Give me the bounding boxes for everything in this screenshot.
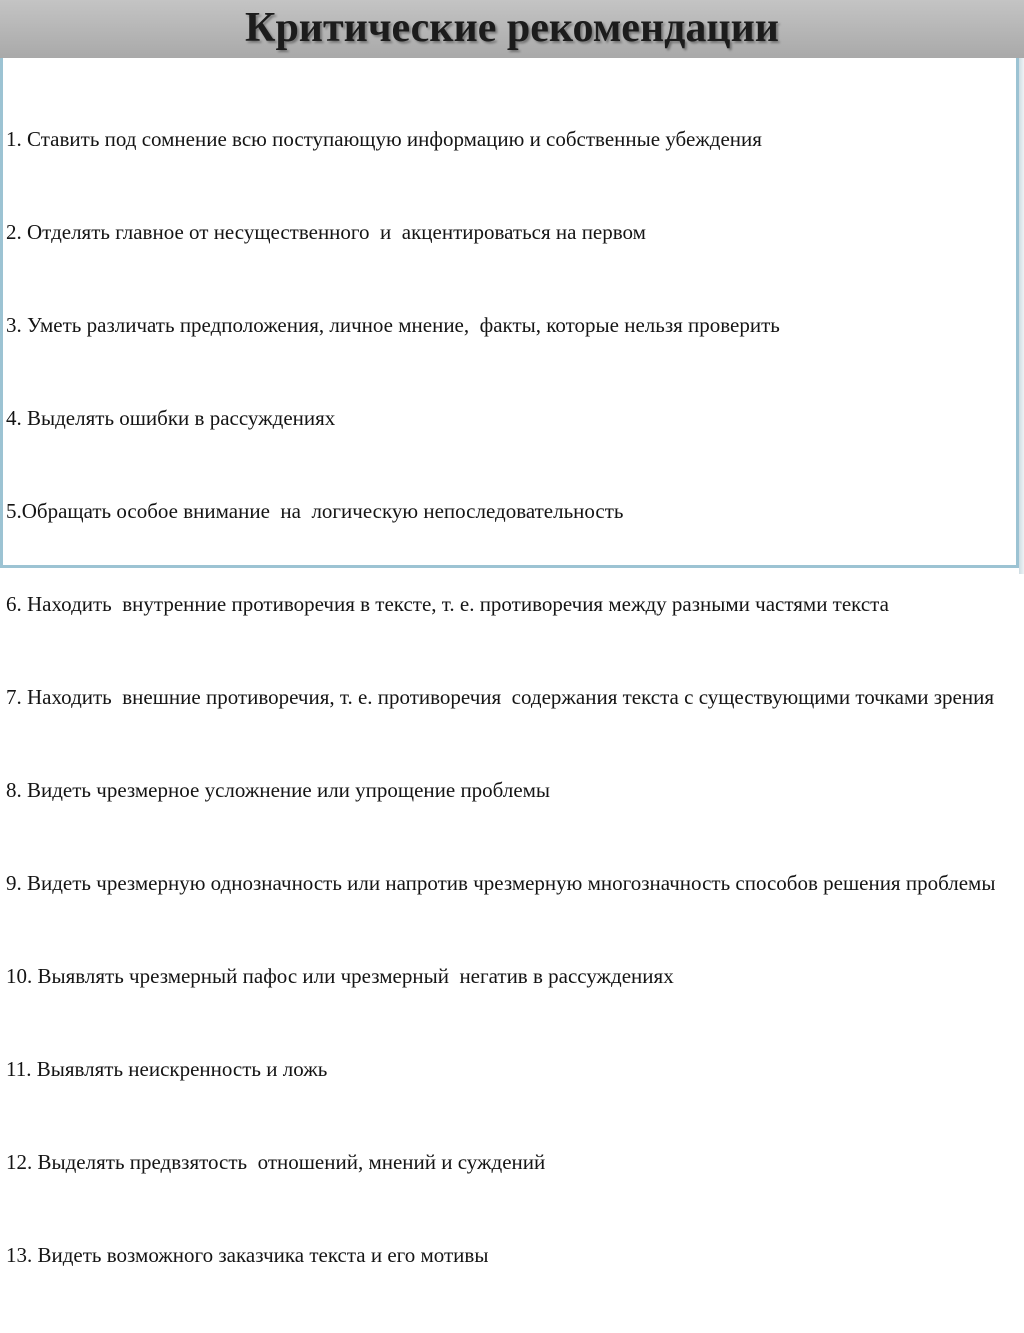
list-item: 8. Видеть чрезмерное усложнение или упрощение проблемы bbox=[6, 778, 551, 802]
recommendations-list bbox=[6, 62, 1016, 1333]
list-item: 10. Выявлять чрезмерный пафос или чрезмерный негатив в рассуждениях bbox=[6, 964, 674, 988]
list-item: 12. Выделять предвзятость отношений, мнений и суждений bbox=[6, 1150, 546, 1174]
list-item: 1. Ставить под сомнение всю поступающую информацию и собственные убеждения bbox=[6, 127, 762, 151]
list-item: 3. Уметь различать предположения, личное мнение, факты, которые нельзя проверить bbox=[6, 313, 780, 337]
list-item: 5.Обращать особое внимание на логическую непоследовательность bbox=[6, 499, 624, 523]
list-item: 6. Находить внутренние противоречия в тексте, т. е. противоречия между разными частями текста bbox=[6, 592, 889, 616]
slide-title: Критические рекомендации bbox=[244, 5, 779, 51]
list-item: 4. Выделять ошибки в рассуждениях bbox=[6, 406, 336, 430]
list-item: 7. Находить внешние противоречия, т. е. противоречия содержания текста с существующими точками зрения bbox=[6, 685, 994, 709]
list-item: 2. Отделять главное от несущественного и акцентироваться на первом bbox=[6, 220, 646, 244]
list-item: 11. Выявлять неискренность и ложь bbox=[6, 1057, 328, 1081]
list-item: 13. Видеть возможного заказчика текста и его мотивы bbox=[6, 1243, 489, 1267]
list-item: 9. Видеть чрезмерную однозначность или напротив чрезмерную многозначность способов решения проблемы bbox=[6, 871, 996, 895]
title-bar bbox=[0, 0, 1024, 59]
frame-shadow bbox=[1019, 58, 1024, 574]
